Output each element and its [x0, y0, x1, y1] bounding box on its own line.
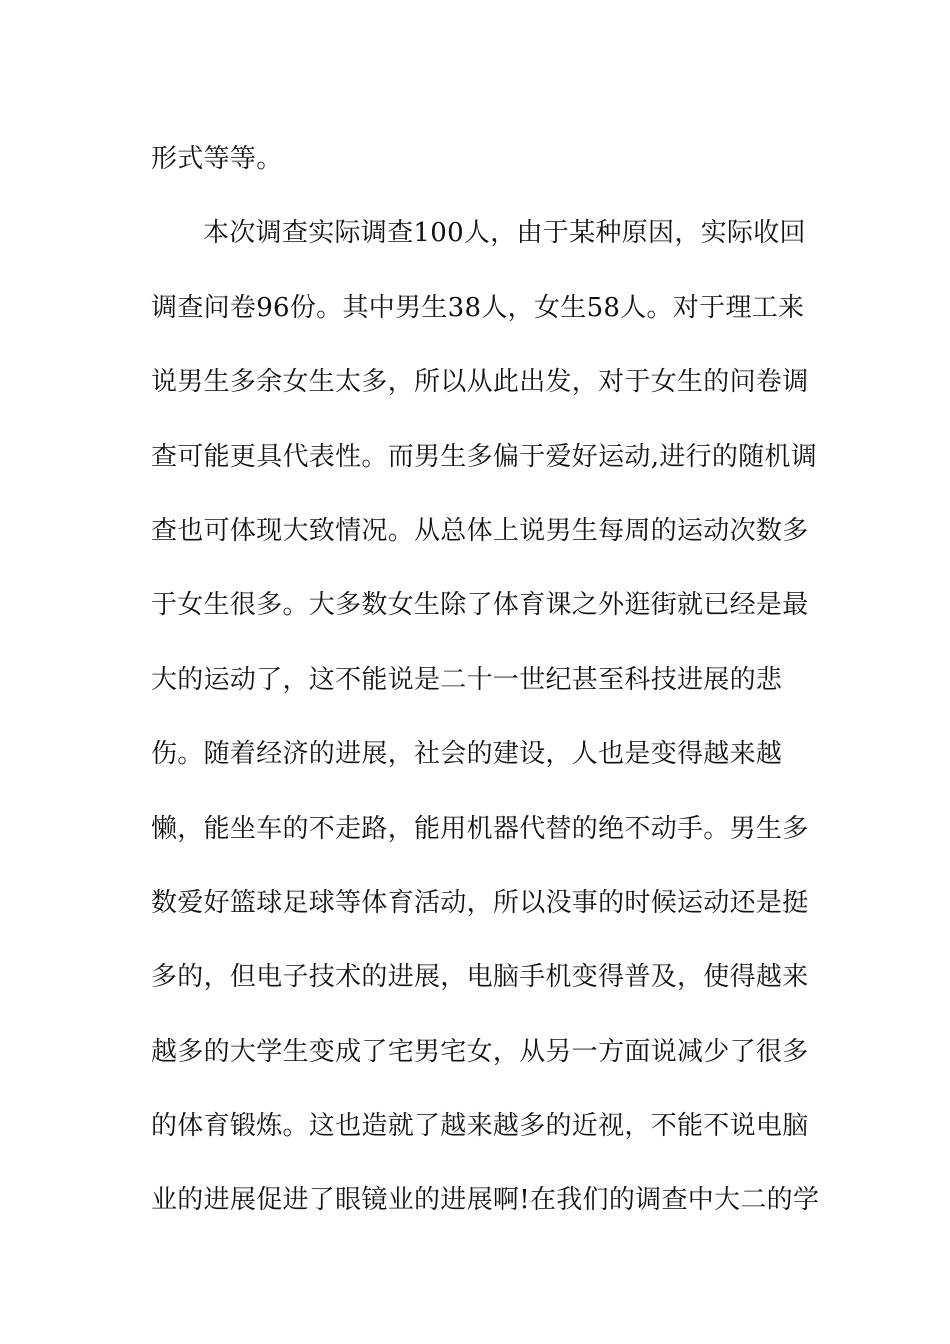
text-line: 的体育锻炼。这也造就了越来越多的近视，不能不说电脑 — [151, 1111, 809, 1142]
text-line: 越多的大学生变成了宅男宅女，从另一方面说减少了很多 — [151, 1036, 809, 1067]
text-line: 数爱好篮球足球等体育活动，所以没事的时候运动还是挺 — [151, 887, 809, 918]
text-line: 大的运动了，这不能说是二十一世纪甚至科技进展的悲 — [151, 664, 783, 695]
text-line: 于女生很多。大多数女生除了体育课之外逛街就已经是最 — [151, 590, 809, 621]
text-line: 伤。随着经济的进展，社会的建设，人也是变得越来越 — [151, 739, 783, 770]
text-line: 懒，能坐车的不走路，能用机器代替的绝不动手。男生多 — [151, 813, 809, 844]
text-line: 形式等等。 — [151, 144, 283, 174]
text-line: 业的进展促进了眼镜业的进展啊!在我们的调查中大二的学 — [151, 1185, 820, 1216]
text-line: 说男生多余女生太多，所以从此出发，对于女生的问卷调 — [151, 367, 809, 398]
text-line: 多的，但电子技术的进展，电脑手机变得普及，使得越来 — [151, 962, 809, 993]
text-line: 调查问卷96份。其中男生38人，女生58人。对于理工来 — [151, 292, 805, 323]
paragraph-first-line: 本次调查实际调查100人，由于某种原因，实际收回 — [203, 218, 806, 249]
text-line: 查可能更具代表性。而男生多偏于爱好运动,进行的随机调 — [151, 441, 818, 472]
text-line: 查也可体现大致情况。从总体上说男生每周的运动次数多 — [151, 515, 809, 546]
body-text — [151, 128, 820, 1244]
